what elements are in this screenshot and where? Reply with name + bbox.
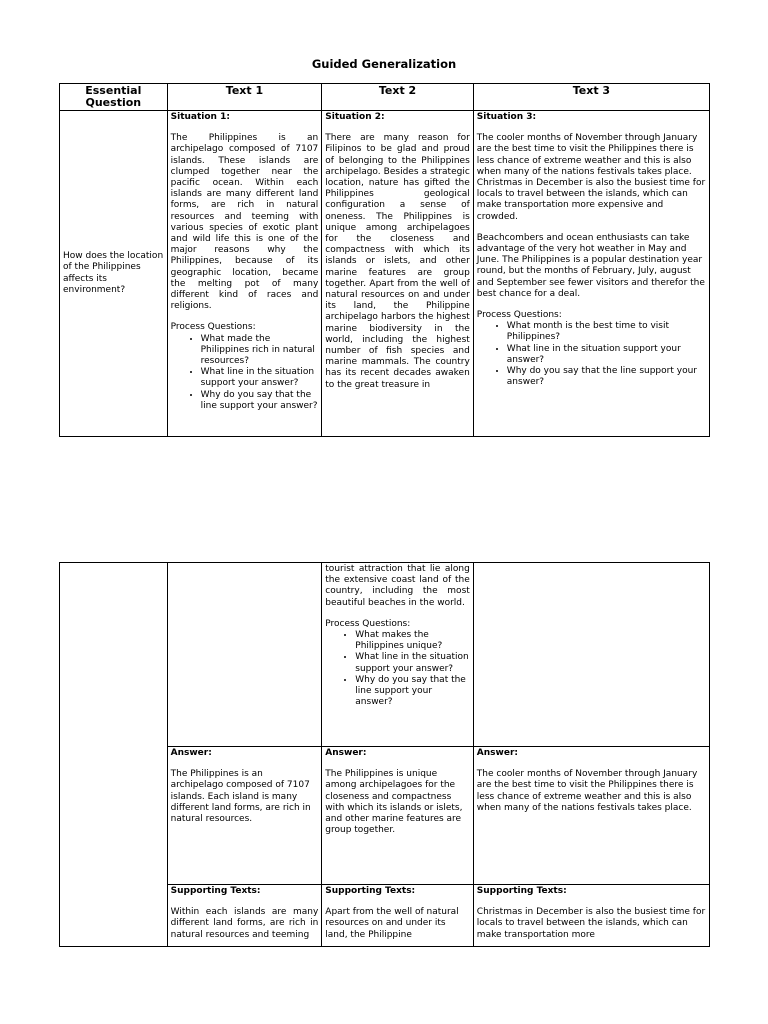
situation-1-cell [167,111,322,437]
answer-2-cell [322,747,474,885]
header-text-2: Text 2 [322,84,474,111]
supporting-1-cell [167,885,322,947]
situation-1-question: • What made the Philippines rich in natural resources? [201,334,319,368]
situation-3-question: • Why do you say that the line support your answer? [507,366,706,388]
situation-1-text: The Philippines is an archipelago composed of 7107 islands. These islands are clumped together near the pacific ocean. Within each islands are many different land forms, are rich in natural resources and teeming with various species of exotic plant and wild life this is one of the major reasons why the Philippines, because of its geographic location, became the melting pot of many different kind of races and religions. [170,133,319,312]
answer-3-cell [473,747,709,885]
guided-generalization-table-page2 [59,562,710,947]
situation-3-continued-cell [473,563,709,747]
answer-2-text: The Philippines is unique among archipelagoes for the closeness and compactness with which its islands or islets, and other marine features are group together. [325,769,463,836]
supporting-2-cell [322,885,474,947]
situation-2-text-part1: There are many reason for Filipinos to be glad and proud of belonging to the Philippines archipelago. Besides a strategic location, nature has gifted the Philippines geological configuration a sense of oneness. The Philippines is unique among archipelagoes for the closeness and compactness with which its islands or islets, and other marine features are group together. Apart from the well of natural resources on and under its land, the Philippine archipelago harbors the highest marine biodiversity in the world, including the highest number of fish species and marine mammals. The country has its recent decades awaken to the great treasure in [325,133,470,390]
supporting-3-text: Christmas in December is also the busiest time for locals to travel between the islands, which can make transportation more [476,907,706,940]
situation-2-continued-cell [322,563,474,747]
situation-2-text-part2: tourist attraction that lie along the extensive coast land of the country, including the most beautiful beaches in the world. [325,564,470,608]
situation-3-questions [477,321,706,388]
situation-1-question: • Why do you say that the line support your answer? [201,390,319,412]
situation-2-question: • Why do you say that the line support your answer? [355,675,470,709]
supporting-3-label: Supporting Texts: [476,886,567,896]
answer-1-label: Answer: [170,748,212,758]
essential-question-cell [60,111,168,437]
situation-1-question: • What line in the situation support your answer? [201,367,319,389]
answer-3-text: The cooler months of November through January are the best time to visit the Philippines there is less chance of extreme weather and this is also when many of the nations festivals takes place. [476,769,698,813]
supporting-1-label: Supporting Texts: [170,886,261,896]
essential-question-text: How does the location of the Philippines affects its environment? [63,251,164,295]
essential-question-continued-cell [60,563,168,947]
situation-1-label: Situation 1: [170,112,230,122]
supporting-1-text: Within each islands are many different land forms, are rich in natural resources and teeming [170,907,319,940]
situation-2-label: Situation 2: [325,112,385,122]
header-text-1: Text 1 [167,84,322,111]
situation-3-pq-label: Process Questions: [476,310,562,321]
situation-3-label: Situation 3: [476,112,537,122]
situation-3-question: • What line in the situation support your answer? [507,344,706,366]
situation-2-cell [322,111,474,437]
supporting-2-label: Supporting Texts: [325,886,416,896]
header-text-3: Text 3 [473,84,709,111]
guided-generalization-table-page1 [59,83,710,437]
situation-3-cell [473,111,709,437]
situation-1-questions [171,334,319,412]
situation-1-continued-cell [167,563,322,747]
answer-2-label: Answer: [325,748,367,758]
answer-1-text: The Philippines is an archipelago composed of 7107 islands. Each island is many different land forms, are rich in natural resources. [170,769,311,825]
header-essential-question: Essential Question [60,84,168,111]
answer-1-cell [167,747,322,885]
supporting-2-text: Apart from the well of natural resources on and under its land, the Philippine [325,907,459,940]
situation-1-pq-label: Process Questions: [170,322,256,333]
situation-2-pq-label: Process Questions: [325,618,411,629]
situation-2-question: • What makes the Philippines unique? [355,630,470,652]
situation-3-paragraph-2: Beachcombers and ocean enthusiasts can take advantage of the very hot weather in May and June. The Philippines is a popular destination year round, but the months of February, July, august and September see fewer visitors and therefor the best chance for a deal. [476,232,705,299]
document-title: Guided Generalization [311,57,457,71]
situation-2-question: • What line in the situation support your answer? [355,652,470,674]
situation-2-questions [325,630,470,708]
situation-3-paragraph-1: The cooler months of November through January are the best time to visit the Philippines there is less chance of extreme weather and this is also when many of the nations festivals takes place. Christmas in December is also the busiest time for locals to travel between the islands, which can make transportation more expensive and crowded. [476,133,706,222]
answer-3-label: Answer: [476,748,518,758]
situation-3-question: • What month is the best time to visit Philippines? [507,321,706,343]
supporting-3-cell [473,885,709,947]
